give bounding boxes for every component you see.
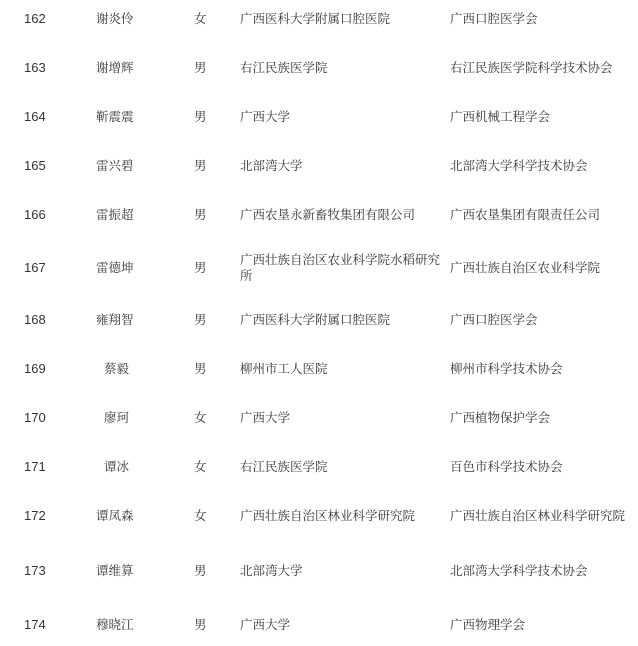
person-name: 雍翔智 [96, 312, 134, 327]
table-row [0, 612, 638, 638]
nominating-unit: 广西植物保护学会 [450, 410, 551, 425]
row-number: 165 [24, 158, 46, 173]
gender: 女 [194, 508, 207, 523]
work-unit: 广西大学 [240, 617, 291, 632]
work-unit: 广西医科大学附属口腔医院 [240, 312, 391, 327]
table-row [0, 153, 638, 179]
person-name: 雷德坤 [96, 260, 134, 275]
person-name: 穆晓江 [96, 617, 134, 632]
gender: 男 [194, 361, 207, 376]
work-unit: 广西壮族自治区林业科学研究院 [240, 508, 416, 523]
row-number: 168 [24, 312, 46, 327]
nominating-unit: 百色市科学技术协会 [450, 459, 563, 474]
work-unit: 北部湾大学 [240, 158, 303, 173]
gender: 女 [194, 459, 207, 474]
nominating-unit: 广西口腔医学会 [450, 312, 538, 327]
table-row [0, 454, 638, 480]
person-name: 靳震震 [96, 109, 134, 124]
row-number: 166 [24, 207, 46, 222]
nominating-unit: 广西壮族自治区林业科学研究院 [450, 508, 626, 523]
row-number: 174 [24, 617, 46, 632]
person-name: 谢炎伶 [96, 11, 134, 26]
nominating-unit: 广西农垦集团有限责任公司 [450, 207, 601, 222]
table-row [0, 558, 638, 584]
row-number: 170 [24, 410, 46, 425]
table-row [0, 503, 638, 529]
table-row [0, 405, 638, 431]
work-unit: 柳州市工人医院 [240, 361, 328, 376]
nominating-unit: 广西壮族自治区农业科学院 [450, 260, 601, 275]
work-unit: 右江民族医学院 [240, 459, 328, 474]
row-number: 169 [24, 361, 46, 376]
gender: 男 [194, 207, 207, 222]
table-row [0, 248, 638, 288]
row-number: 162 [24, 11, 46, 26]
gender: 男 [194, 563, 207, 578]
gender: 男 [194, 60, 207, 75]
work-unit: 广西医科大学附属口腔医院 [240, 11, 391, 26]
table-row [0, 6, 638, 32]
nominating-unit: 柳州市科学技术协会 [450, 361, 563, 376]
row-number: 167 [24, 260, 46, 275]
gender: 女 [194, 11, 207, 26]
person-name: 谭凤森 [96, 508, 134, 523]
gender: 男 [194, 158, 207, 173]
work-unit: 北部湾大学 [240, 563, 303, 578]
gender: 男 [194, 109, 207, 124]
nominating-unit: 广西口腔医学会 [450, 11, 538, 26]
person-name: 蔡毅 [104, 361, 130, 376]
person-name: 谭冰 [104, 459, 130, 474]
nominating-unit: 广西物理学会 [450, 617, 526, 632]
row-number: 173 [24, 563, 46, 578]
table-row [0, 307, 638, 333]
nominating-unit: 北部湾大学科学技术协会 [450, 158, 588, 173]
work-unit: 广西大学 [240, 109, 291, 124]
nominating-unit: 右江民族医学院科学技术协会 [450, 60, 613, 75]
row-number: 171 [24, 459, 46, 474]
row-number: 163 [24, 60, 46, 75]
gender: 男 [194, 312, 207, 327]
person-name: 雷兴碧 [96, 158, 134, 173]
person-name: 谭维算 [96, 563, 134, 578]
person-name: 雷振超 [96, 207, 134, 222]
nominating-unit: 北部湾大学科学技术协会 [450, 563, 588, 578]
nominating-unit: 广西机械工程学会 [450, 109, 551, 124]
table-row [0, 104, 638, 130]
work-unit: 右江民族医学院 [240, 60, 328, 75]
row-number: 164 [24, 109, 46, 124]
work-unit: 广西农垦永新畜牧集团有限公司 [240, 207, 416, 222]
row-number: 172 [24, 508, 46, 523]
work-unit: 广西大学 [240, 410, 291, 425]
table-row [0, 202, 638, 228]
gender: 男 [194, 260, 207, 275]
person-name: 廖珂 [104, 410, 130, 425]
person-name: 谢增辉 [96, 60, 134, 75]
table-row [0, 356, 638, 382]
work-unit: 广西壮族自治区农业科学院水稻研究所 [240, 252, 441, 283]
gender: 男 [194, 617, 207, 632]
table-row [0, 55, 638, 81]
gender: 女 [194, 410, 207, 425]
